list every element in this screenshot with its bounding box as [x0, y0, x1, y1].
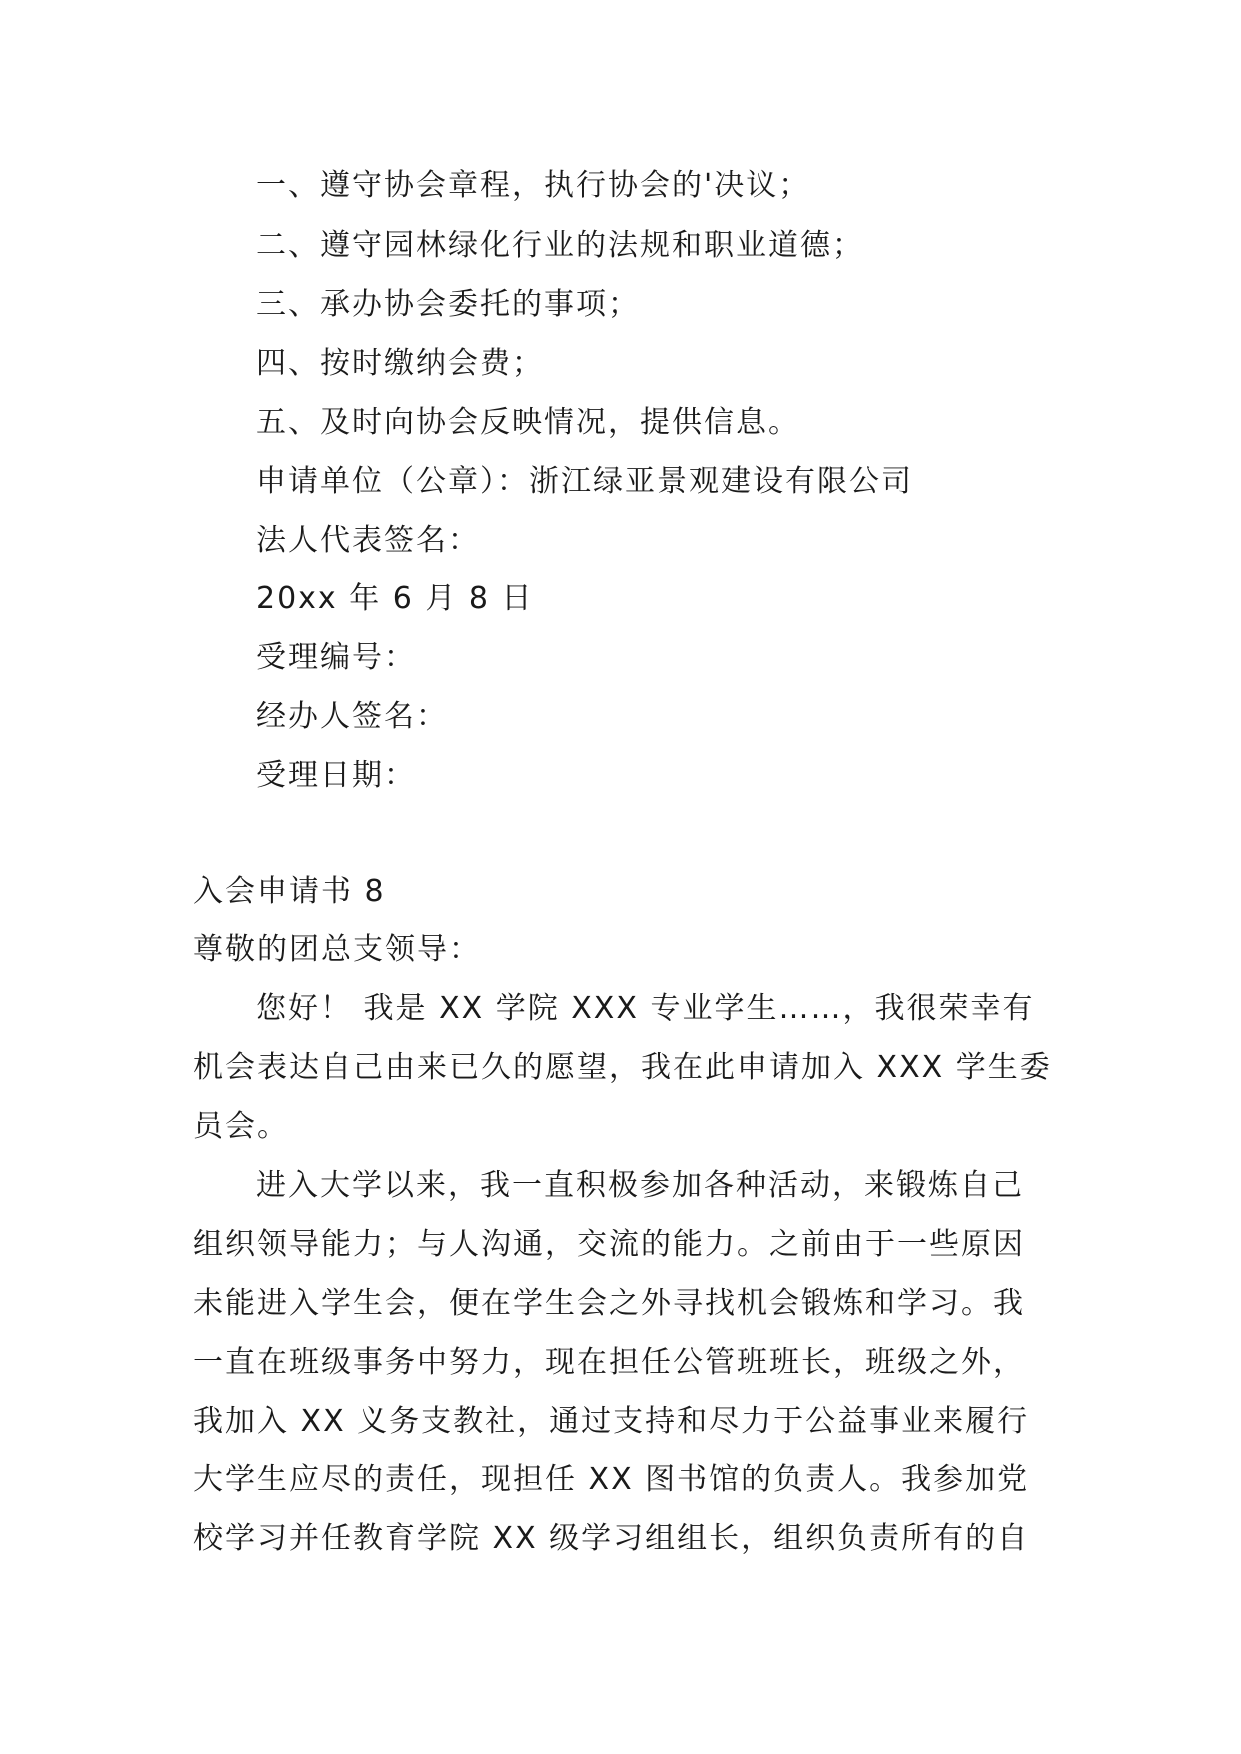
- paragraph-line: 进入大学以来，我一直积极参加各种活动，来锻炼自己: [256, 1168, 1024, 1203]
- paragraph-line: 大学生应尽的责任，现担任 XX 图书馆的负责人。我参加党: [193, 1462, 1030, 1497]
- obligation-item-5: 五、及时向协会反映情况，提供信息。: [256, 405, 800, 440]
- application-date: 20xx 年 6 月 8 日: [256, 581, 534, 616]
- paragraph-line: 组织领导能力；与人沟通，交流的能力。之前由于一些原因: [193, 1227, 1025, 1262]
- paragraph-line: 您好！ 我是 XX 学院 XXX 专业学生……，我很荣幸有: [256, 991, 1035, 1026]
- section-title: 入会申请书 8: [193, 874, 386, 909]
- obligation-item-4: 四、按时缴纳会费；: [256, 346, 544, 381]
- legal-rep-signature: 法人代表签名：: [256, 523, 480, 558]
- paragraph-line: 校学习并任教育学院 XX 级学习组组长，组织负责所有的自: [193, 1521, 1030, 1556]
- paragraph-line: 我加入 XX 义务支教社，通过支持和尽力于公益事业来履行: [193, 1404, 1030, 1439]
- paragraph-line: 一直在班级事务中努力，现在担任公管班班长，班级之外，: [193, 1345, 1025, 1380]
- obligation-item-3: 三、承办协会委托的事项；: [256, 287, 640, 322]
- paragraph-line: 机会表达自己由来已久的愿望，我在此申请加入 XXX 学生委: [193, 1050, 1052, 1085]
- obligation-item-1: 一、遵守协会章程，执行协会的'决议；: [256, 168, 811, 203]
- obligation-item-2: 二、遵守园林绿化行业的法规和职业道德；: [256, 228, 864, 263]
- paragraph-line: 员会。: [193, 1109, 289, 1144]
- salutation: 尊敬的团总支领导：: [193, 932, 481, 967]
- acceptance-date: 受理日期：: [256, 758, 416, 793]
- acceptance-number: 受理编号：: [256, 640, 416, 675]
- paragraph-line: 未能进入学生会，便在学生会之外寻找机会锻炼和学习。我: [193, 1286, 1025, 1321]
- handler-signature: 经办人签名：: [256, 699, 448, 734]
- applicant-unit: 申请单位（公章）：浙江绿亚景观建设有限公司: [256, 464, 913, 499]
